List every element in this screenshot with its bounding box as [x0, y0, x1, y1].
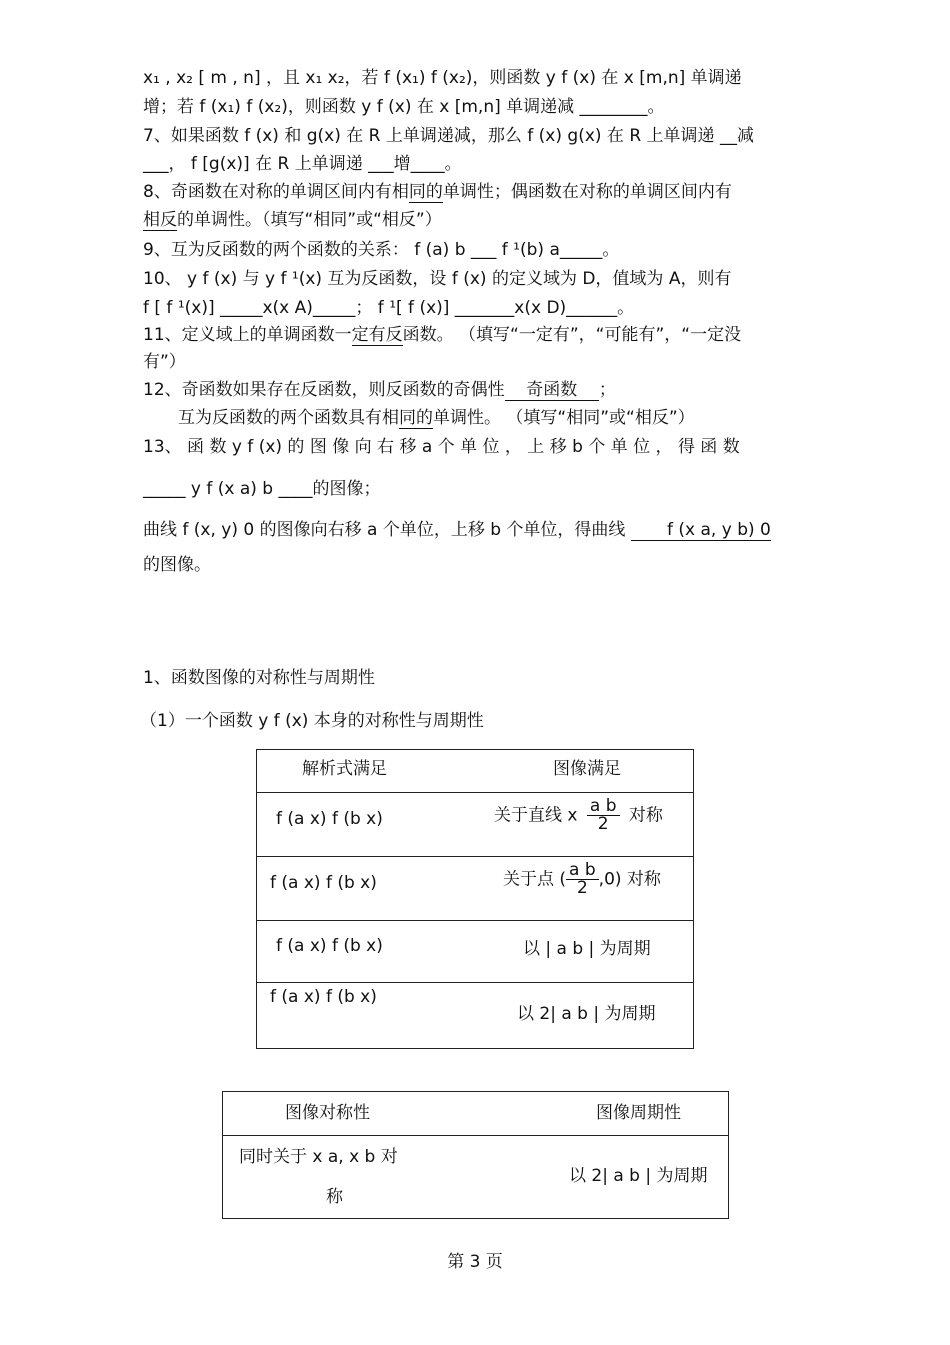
item-11-text-2: 函数。 （填写“一定有”，“可能有”，“一定没 — [402, 325, 742, 345]
row1-graph — [494, 798, 663, 833]
row1-graph-suffix: 对称 — [628, 805, 663, 826]
page-number: 第 3 页 — [447, 1252, 503, 1272]
item-12-cont-answer: 同的 — [399, 408, 433, 428]
row1-formula: f (a x) f (b x) — [276, 809, 383, 829]
table-row — [223, 1135, 728, 1220]
item-12-cont-text: 互为反函数的两个函数具有相 — [178, 408, 399, 428]
item-8-cont-text: 的单调性。（填写“相同”或“相反”） — [177, 210, 442, 230]
item-7-blank: ___ — [143, 154, 169, 174]
row2-graph-suffix: ,0) 对称 — [598, 869, 661, 890]
table2-header-symmetry: 图像对称性 — [285, 1103, 370, 1123]
text-line-item-11 — [143, 323, 741, 347]
row3-graph: 以 | a b | 为周期 — [523, 939, 651, 959]
item-8-answer-2: 相反 — [143, 210, 177, 230]
text-line-item-8-cont — [143, 208, 442, 232]
row2-graph — [503, 862, 661, 897]
fraction-numerator: a b — [587, 798, 620, 816]
combined-symmetry-table — [222, 1091, 729, 1219]
item-8-answer-1: 同的 — [408, 182, 443, 202]
row1-graph-text: 关于直线 x — [494, 805, 578, 826]
row2-formula: f (a x) f (b x) — [270, 873, 377, 893]
text-line-item-12-cont — [178, 406, 695, 430]
table-row — [257, 856, 693, 921]
item-7-answer: __减 — [719, 126, 754, 146]
table2-symmetry-line1: 同时关于 x a, x b 对 — [239, 1147, 398, 1167]
item-11-text: 11、定义域上的单调函数一 — [143, 325, 352, 345]
text-line-item-9: 9、互为反函数的两个函数的关系： f (a) b ___ f ¹(b) a_____。 — [143, 240, 620, 260]
blank-answer: ________。 — [579, 97, 665, 117]
text-line-item-8 — [143, 180, 732, 204]
table-row — [257, 792, 693, 857]
subsection-heading: （1）一个函数 y f (x) 本身的对称性与周期性 — [140, 711, 484, 731]
item-7-text: 7、如果函数 f (x) 和 g(x) 在 R 上单调递减，那么 f (x) g(x) 在 R 上单调递 — [143, 126, 715, 146]
fraction-denominator: 2 — [597, 814, 609, 834]
curve-answer: f (x a, y b) 0 — [631, 520, 771, 541]
text-line-item-13: 13、 函 数 y f (x) 的 图 像 向 右 移 a 个 单 位 ， 上 移 b 个 单 位 ， 得 函 数 — [143, 437, 740, 457]
table1-header-graph: 图像满足 — [553, 759, 621, 779]
row2-graph-text: 关于点 ( — [503, 869, 567, 890]
text-line-curve-cont: 的图像。 — [143, 555, 211, 575]
symmetry-period-table — [256, 749, 694, 1049]
fraction-denominator: 2 — [576, 878, 588, 898]
table-row — [257, 982, 693, 1050]
text-line-item-13-answer: _____ y f (x a) b ____的图像； — [143, 479, 381, 499]
fraction-numerator: a b — [566, 862, 599, 880]
item-12-text: 12、奇函数如果存在反函数，则反函数的奇偶性 — [143, 380, 505, 400]
text-line-item-11-cont: 有”） — [143, 352, 186, 372]
item-11-answer: 定有反 — [351, 325, 403, 345]
text-line-item-10: 10、 y f (x) 与 y f ¹(x) 互为反函数，设 f (x) 的定义域为 D，值域为 A，则有 — [143, 269, 732, 289]
text-line-curve — [143, 518, 771, 542]
text-line-item-7-cont — [143, 152, 462, 176]
curve-text: 曲线 f (x, y) 0 的图像向右移 a 个单位，上移 b 个单位，得曲线 — [143, 520, 626, 540]
text-line-item-12 — [143, 378, 616, 402]
section-heading: 1、函数图像的对称性与周期性 — [143, 668, 375, 688]
item-12-answer: 奇函数 — [504, 380, 599, 400]
text-line-item-7 — [143, 124, 754, 148]
fraction — [566, 862, 599, 897]
text-line-2 — [143, 95, 665, 119]
item-8-text-2: 单调性；偶函数在对称的单调区间内有 — [442, 182, 732, 202]
table2-header-period: 图像周期性 — [596, 1103, 681, 1123]
item-12-semicolon: ； — [598, 380, 616, 400]
item-12-cont-text-2: 单调性。 （填写“相同”或“相反”） — [433, 408, 695, 428]
text-line-2-main: 增；若 f (x₁) f (x₂)，则函数 y f (x) 在 x [m,n] 单调递减 — [143, 97, 575, 117]
table2-period: 以 2| a b | 为周期 — [569, 1166, 708, 1186]
item-7-cont-text: ， f [g(x)] 在 R 上单调递 ___增____。 — [168, 154, 462, 174]
text-line-item-10-cont: f [ f ¹(x)] _____x(x A)_____； f ¹[ f (x)] _______x(x D)______。 — [143, 298, 635, 318]
table-row — [257, 920, 693, 983]
text-line-1: x₁ , x₂ [ m , n] ，且 x₁ x₂，若 f (x₁) f (x₂)，则函数 y f (x) 在 x [m,n] 单调递 — [143, 68, 742, 88]
fraction — [587, 798, 620, 833]
row3-formula: f (a x) f (b x) — [276, 936, 383, 956]
row4-graph: 以 2| a b | 为周期 — [517, 1004, 656, 1024]
row4-formula: f (a x) f (b x) — [270, 987, 377, 1007]
table1-header-formula: 解析式满足 — [302, 759, 387, 779]
table2-symmetry-line2: 称 — [326, 1187, 343, 1207]
item-8-text: 8、奇函数在对称的单调区间内有相 — [143, 182, 409, 202]
